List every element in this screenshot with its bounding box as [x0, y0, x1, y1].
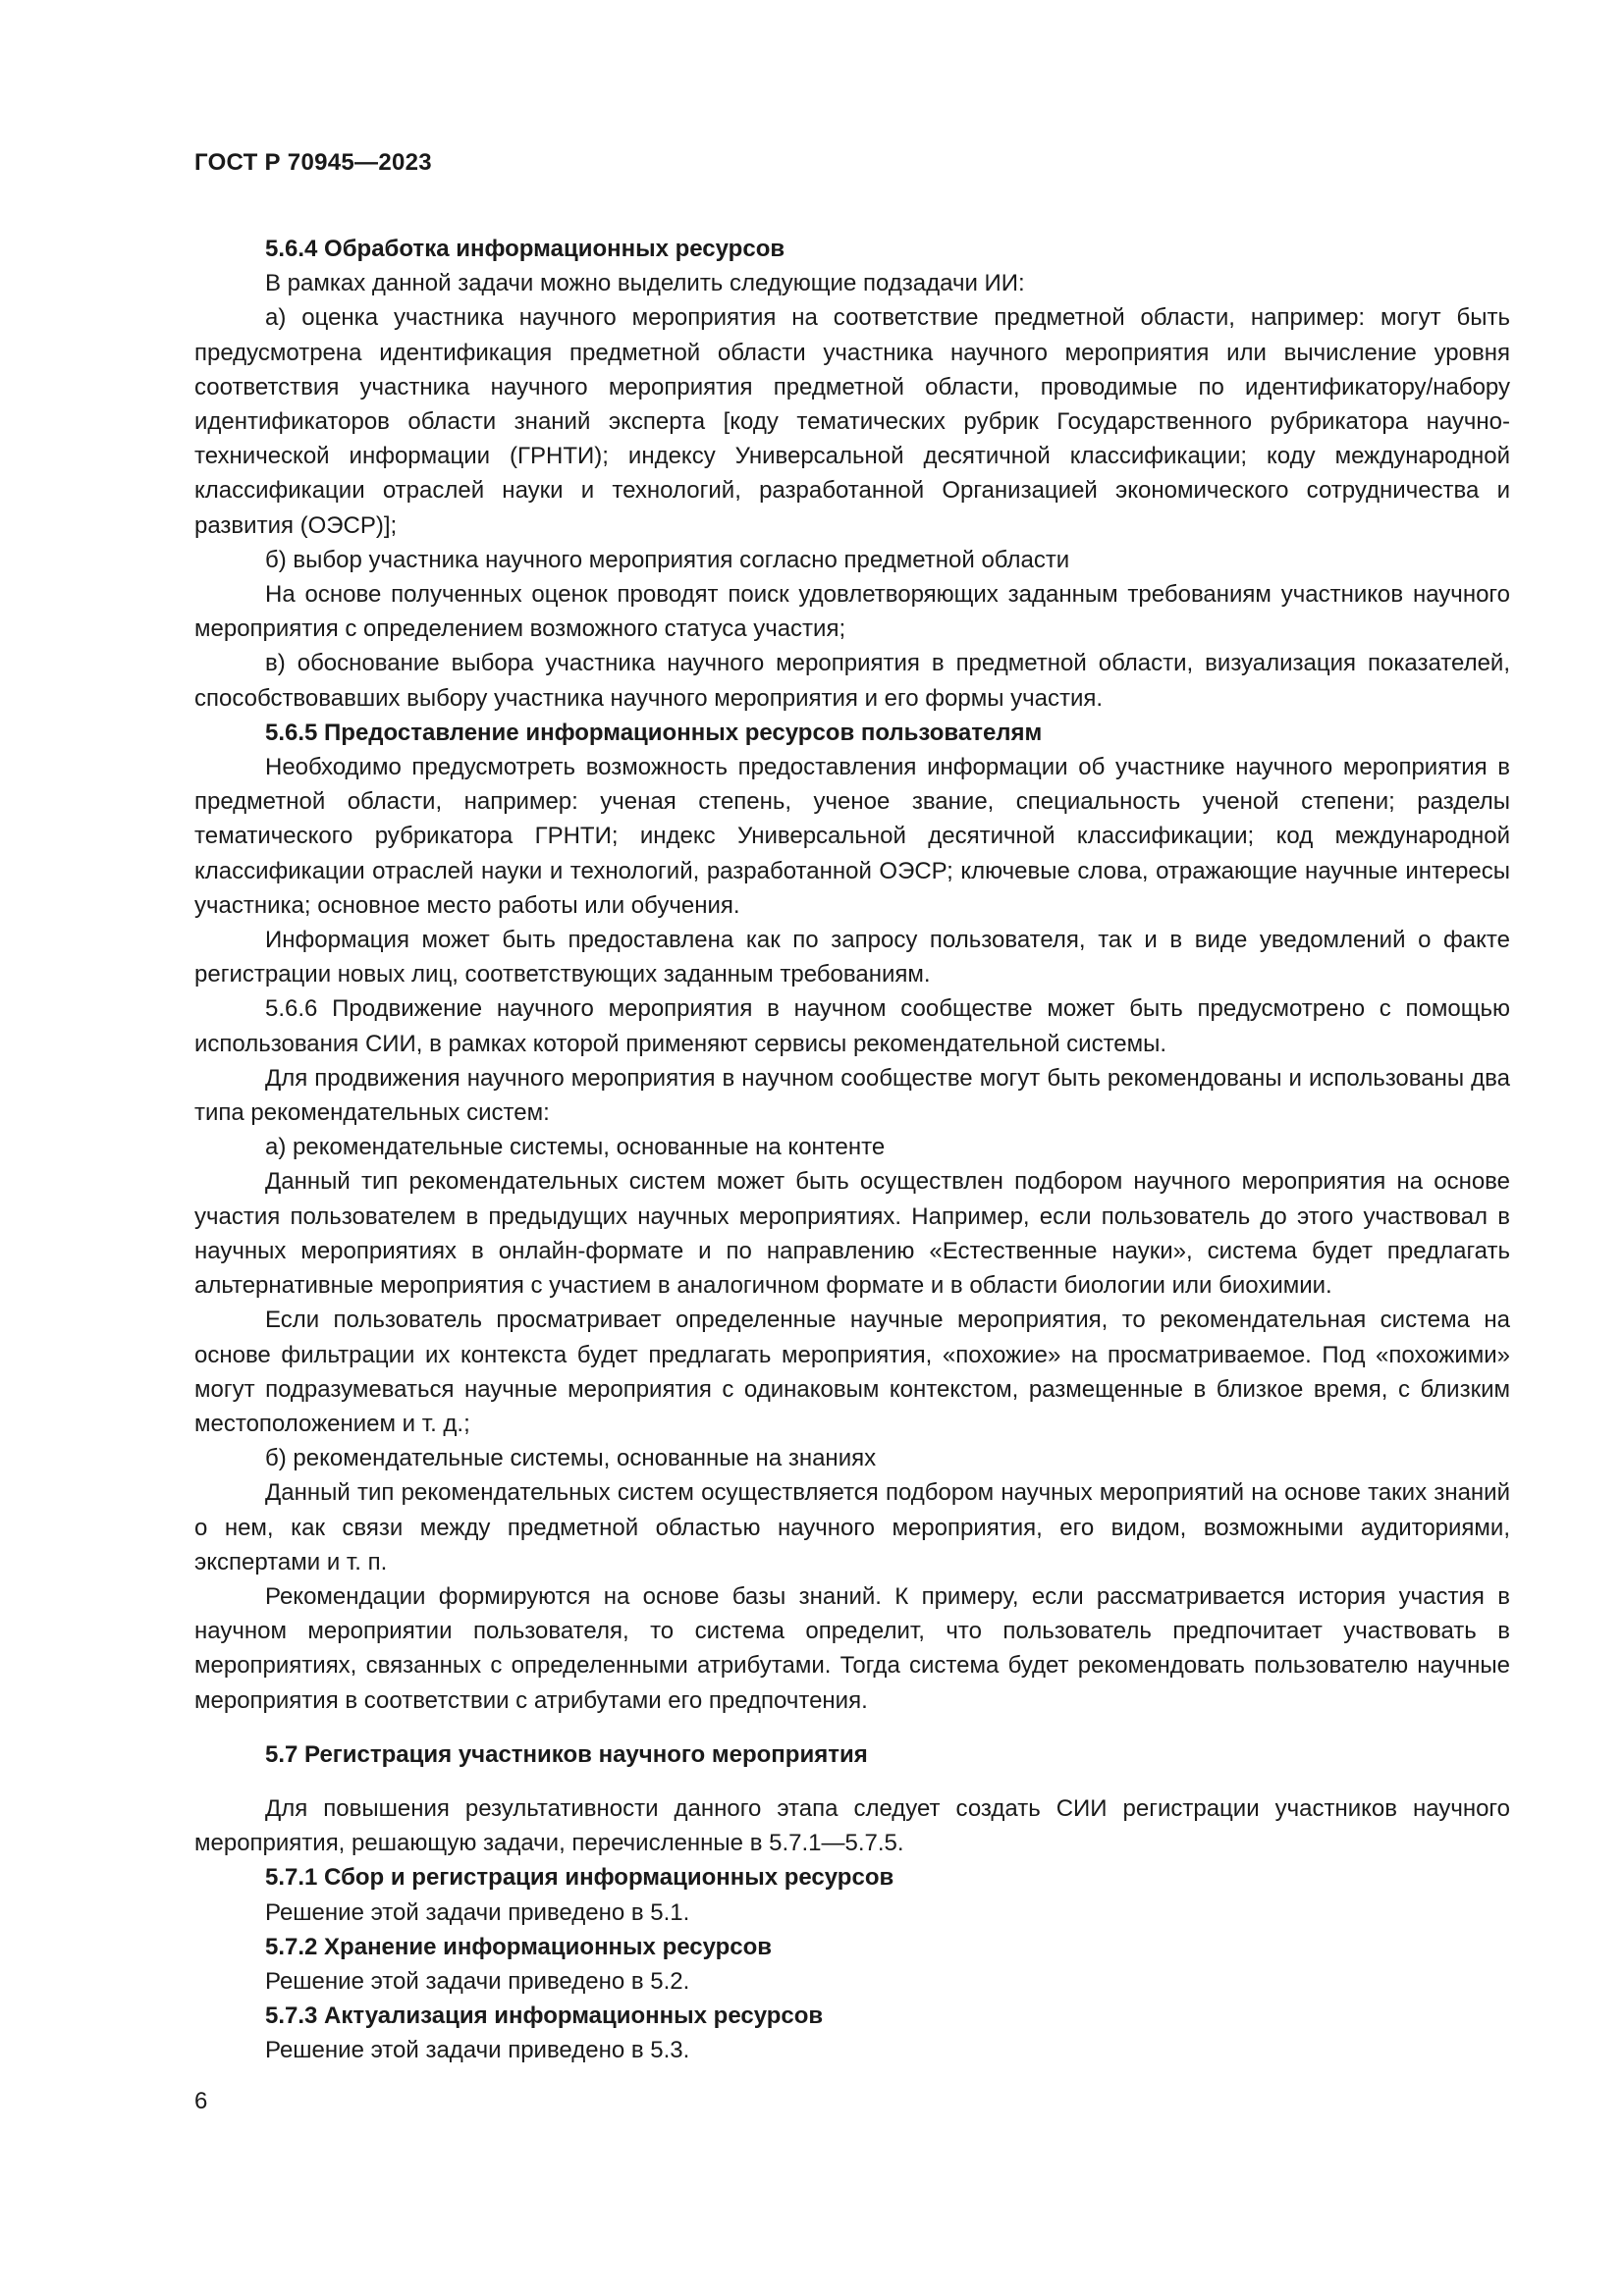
paragraph: Решение этой задачи приведено в 5.3. — [265, 2037, 690, 2064]
section-heading: 5.7.1 Сбор и регистрация информационных ресурсов — [265, 1864, 894, 1892]
section-heading: 5.6.5 Предоставление информационных ресурсов пользователям — [265, 719, 1043, 746]
page-number: 6 — [194, 2088, 208, 2114]
paragraph: Необходимо предусмотреть возможность предоставления информации об участнике научного мероприятия в предметной области, например: ученая степень, ученое звание, специальность ученой степени; разделы тематического рубрикатора ГРНТИ; индекс Универсальной десятичной классификации; код международной классификации отраслей науки и технологий, разработанной ОЭСР; ключевые слова, отражающие научные интересы участника; основное место работы или обучения. — [194, 754, 1510, 919]
section-heading: 5.7.2 Хранение информационных ресурсов — [265, 1933, 773, 1960]
section-heading: 5.6.4 Обработка информационных ресурсов — [265, 236, 785, 262]
paragraph: 5.6.6 Продвижение научного мероприятия в научном сообществе может быть предусмотрено с помощью использования СИИ, в рамках которой применяют сервисы рекомендательной системы. — [194, 995, 1510, 1057]
paragraph: Рекомендации формируются на основе базы знаний. К примеру, если рассматривается история участия в научном мероприятии пользователя, то система определит, что пользователь предпочитает участвовать в мероприятиях, связанных с определенными атрибутами. Тогда система будет рекомендовать пользователю научные мероприятия в соответствии с атрибутами его предпочтения. — [194, 1582, 1510, 1714]
paragraph: а) оценка участника научного мероприятия на соответствие предметной области, например: могут быть предусмотрена идентификация предметной области участника научного мероприятия или вычисление уровня соответствия участника научного мероприятия предметной области, проводимые по идентификатору/набору идентификаторов области знаний эксперта [коду тематических рубрик Государственного рубрикатора научно-технической информации (ГРНТИ); индексу Универсальной десятичной классификации; коду международной классификации отраслей науки и технологий, разработанной Организацией экономического сотрудничества и развития (ОЭСР)]; — [194, 304, 1510, 539]
section-heading: 5.7 Регистрация участников научного мероприятия — [265, 1740, 868, 1768]
paragraph: Для продвижения научного мероприятия в научном сообществе могут быть рекомендованы и использованы два типа рекомендательных систем: — [194, 1064, 1510, 1127]
paragraph: в) обоснование выбора участника научного мероприятия в предметной области, визуализация показателей, способствовавших выбору участника научного мероприятия и его формы участия. — [194, 650, 1510, 712]
paragraph: Решение этой задачи приведено в 5.1. — [265, 1898, 690, 1926]
paragraph: Данный тип рекомендательных систем осуществляется подбором научных мероприятий на основе таких знаний о нем, как связи между предметной областью научного мероприятия, его видом, возможными аудиториями, экспертами и т. п. — [194, 1479, 1510, 1575]
paragraph: Для повышения результативности данного этапа следует создать СИИ регистрации участников научного мероприятия, решающую задачи, перечисленные в 5.7.1—5.7.5. — [194, 1794, 1510, 1857]
paragraph: б) выбор участника научного мероприятия согласно предметной области — [265, 546, 1070, 573]
paragraph: б) рекомендательные системы, основанные на знаниях — [265, 1445, 877, 1472]
paragraph: Решение этой задачи приведено в 5.2. — [265, 1967, 690, 1995]
paragraph: В рамках данной задачи можно выделить следующие подзадачи ИИ: — [265, 270, 1025, 297]
document-body — [194, 232, 1510, 2068]
section-heading: 5.7.3 Актуализация информационных ресурсов — [265, 2002, 824, 2030]
document-header: ГОСТ Р 70945—2023 — [194, 149, 432, 176]
paragraph: Информация может быть предоставлена как по запросу пользователя, так и в виде уведомлений о факте регистрации новых лиц, соответствующих заданным требованиям. — [194, 927, 1510, 988]
paragraph: а) рекомендательные системы, основанные на контенте — [265, 1134, 886, 1161]
paragraph: Данный тип рекомендательных систем может быть осуществлен подбором научного мероприятия на основе участия пользователем в предыдущих научных мероприятиях. Например, если пользователь до этого участвовал в научных мероприятиях в онлайн-формате и по направлению «Естественные науки», система будет предлагать альтернативные мероприятия с участием в аналогичном формате и в области биологии или биохимии. — [194, 1168, 1510, 1300]
paragraph: На основе полученных оценок проводят поиск удовлетворяющих заданным требованиям участников научного мероприятия с определением возможного статуса участия; — [194, 581, 1510, 643]
paragraph: Если пользователь просматривает определенные научные мероприятия, то рекомендательная система на основе фильтрации их контекста будет предлагать мероприятия, «похожие» на просматриваемое. Под «похожими» могут подразумеваться научные мероприятия с одинаковым контекстом, размещенные в близкое время, с близким местоположением и т. д.; — [194, 1307, 1510, 1437]
